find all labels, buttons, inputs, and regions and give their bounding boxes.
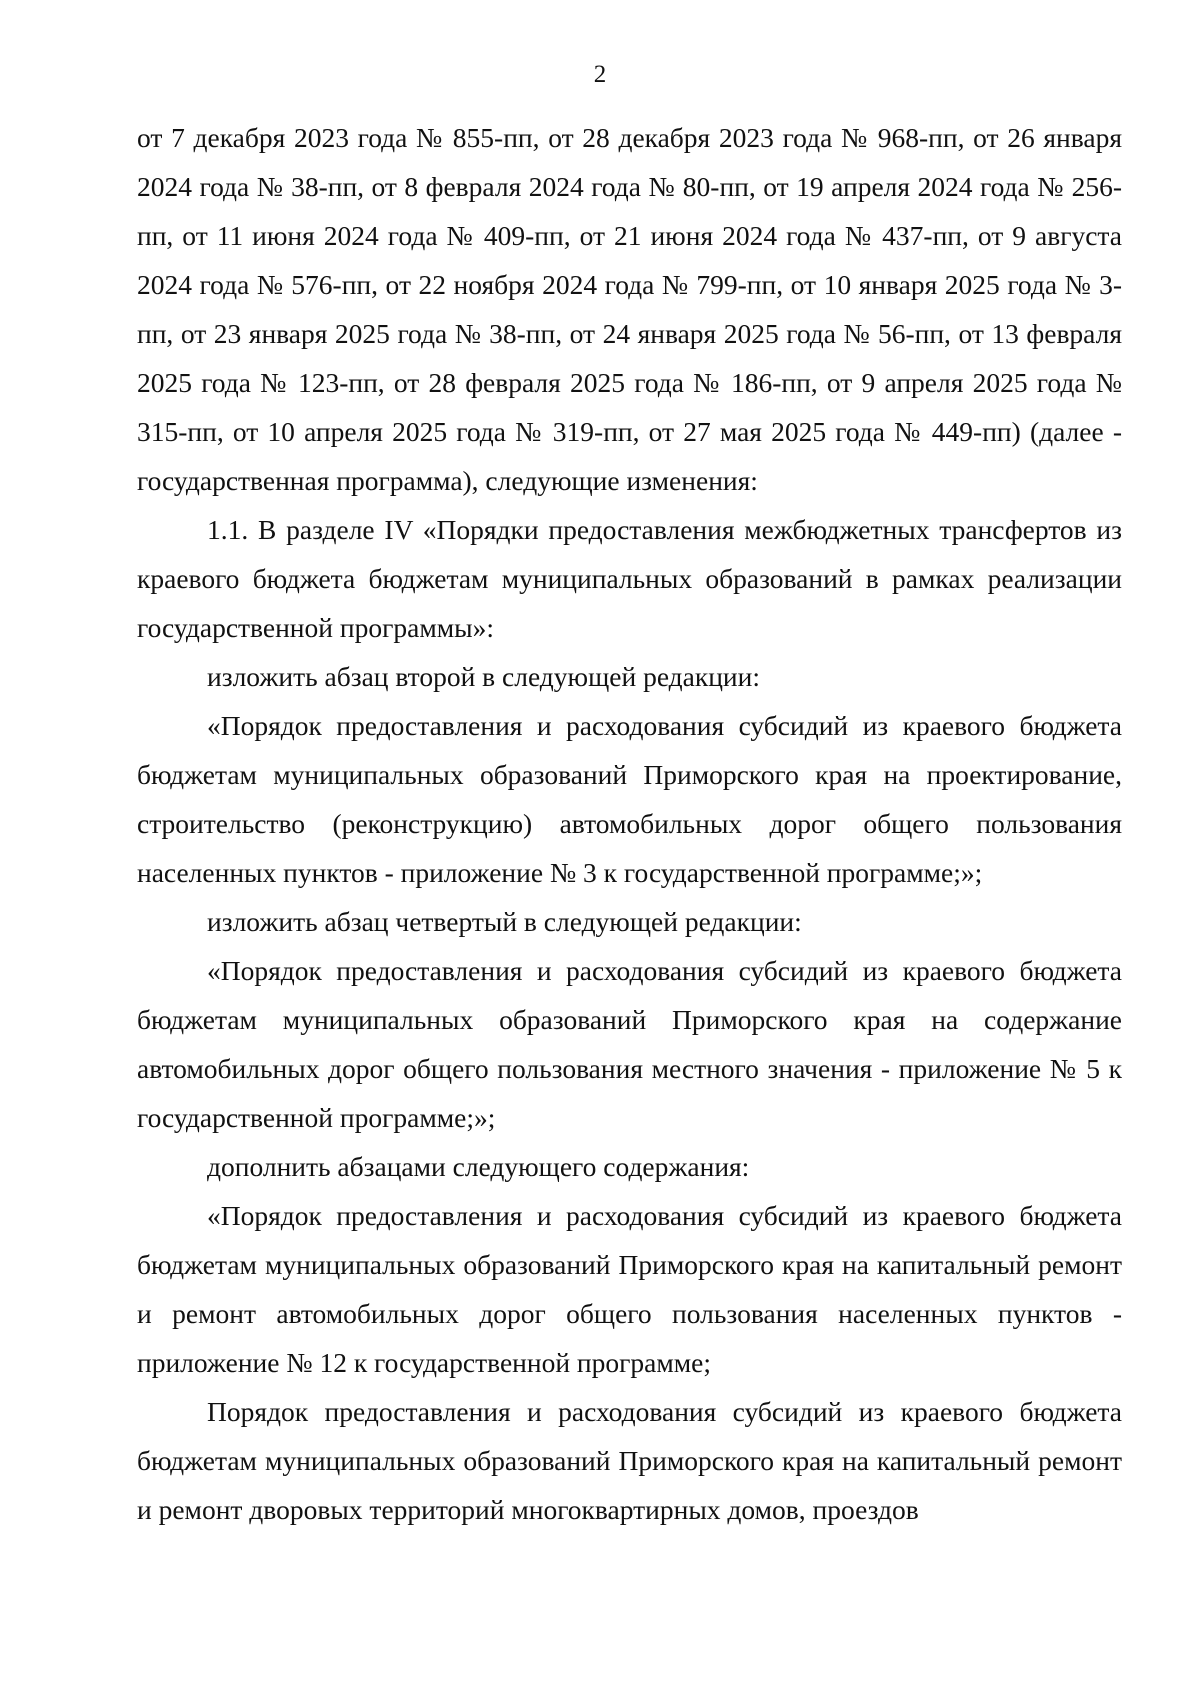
paragraph-quote-capital-repair-yards: Порядок предоставления и расходования субсидий из краевого бюджета бюджетам муниципальных образований Приморского края на капитальный ремонт и ремонт дворовых территорий многоквартирных домов, проездов [137,1396,1122,1525]
page-number: 2 [593,61,607,88]
paragraph-quote-maintenance: «Порядок предоставления и расходования субсидий из краевого бюджета бюджетам муниципальных образований Приморского края на содержание автомобильных дорог общего пользования местного значения - приложение № 5 к государственной программе;»; [137,955,1122,1133]
paragraph-quote-design-construction: «Порядок предоставления и расходования субсидий из краевого бюджета бюджетам муниципальных образований Приморского края на проектирование, строительство (реконструкцию) автомобильных дорог общего пользования населенных пунктов - приложение № 3 к государственной программе;»; [137,710,1122,888]
paragraph-amendments-list: от 7 декабря 2023 года № 855-пп, от 28 декабря 2023 года № 968-пп, от 26 января 2024 года № 38-пп, от 8 февраля 2024 года № 80-пп, от 19 апреля 2024 года № 256-пп, от 11 июня 2024 года № 409-пп, от 21 июня 2024 года № 437-пп, от 9 августа 2024 года № 576-пп, от 22 ноября 2024 года № 799-пп, от 10 января 2025 года № 3-пп, от 23 января 2025 года № 38-пп, от 24 января 2025 года № 56-пп, от 13 февраля 2025 года № 123-пп, от 28 февраля 2025 года № 186-пп, от 9 апреля 2025 года № 315-пп, от 10 апреля 2025 года № 319-пп, от 27 мая 2025 года № 449-пп) (далее - государственная программа), следующие изменения: [137,122,1122,496]
paragraph-instruction-supplement: дополнить абзацами следующего содержания: [207,1151,750,1182]
paragraph-instruction-second: изложить абзац второй в следующей редакции: [207,661,761,692]
paragraph-quote-capital-repair-roads: «Порядок предоставления и расходования субсидий из краевого бюджета бюджетам муниципальных образований Приморского края на капитальный ремонт и ремонт автомобильных дорог общего пользования населенных пунктов - приложение № 12 к государственной программе; [137,1200,1122,1378]
paragraph-instruction-fourth: изложить абзац четвертый в следующей редакции: [207,906,802,937]
document-body [137,113,1122,1534]
paragraph-section-1-1: 1.1. В разделе IV «Порядки предоставления межбюджетных трансфертов из краевого бюджета бюджетам муниципальных образований в рамках реализации государственной программы»: [137,514,1122,643]
